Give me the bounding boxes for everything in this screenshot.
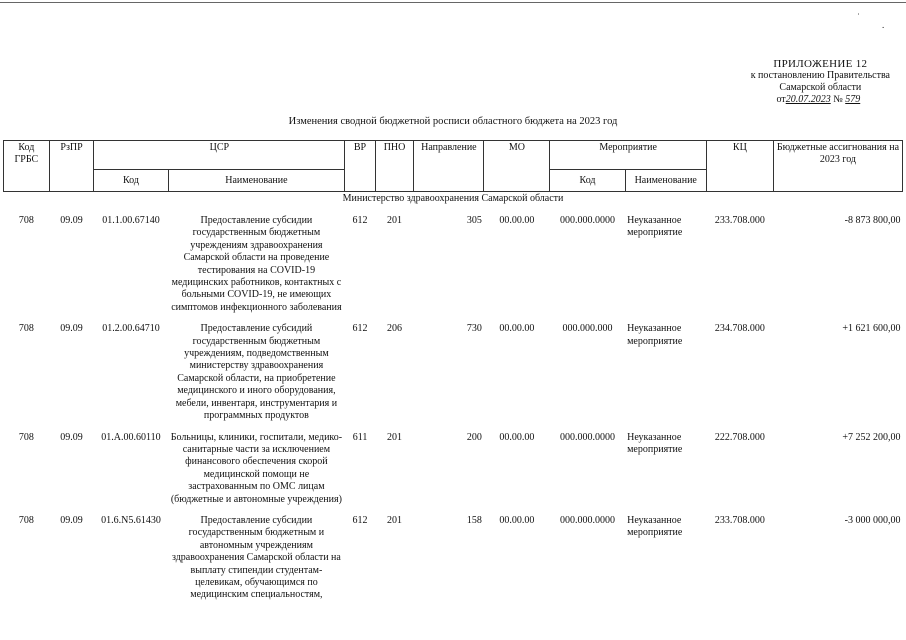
cell-pno: 206 xyxy=(387,323,403,335)
appendix-line-2: к постановлению Правительства xyxy=(750,70,890,81)
cell-kc: 222.708.000 xyxy=(714,431,765,443)
cell-grbs: 708 xyxy=(18,431,34,443)
header-event-code: Код xyxy=(550,170,625,192)
cell-direction: 730 xyxy=(466,323,482,335)
cell-csr-name: Предоставление субсидии государственным бюджетным учреждениям здравоохранения Самарской области на проведение тестирования на COVID-19 медицинских работников, контактных с больными COVID-19, не имеющих симптомов инфекционного заболевания xyxy=(171,215,342,313)
header-kc-spacer xyxy=(706,170,773,192)
cell-event-code: 000.000.0000 xyxy=(560,431,616,443)
cell-direction: 200 xyxy=(466,431,482,443)
header-kc: КЦ xyxy=(706,141,773,170)
appendix-block xyxy=(751,58,890,106)
scan-mark: ˙ xyxy=(857,12,860,22)
cell-csr-name: Больницы, клиники, госпитали, медико-санитарные части за исключением финансового обеспечения скорой медицинской помощи не застрахованным по ОМС лицам (бюджетные и автономные учреждения) xyxy=(170,431,343,505)
cell-mo: 00.00.00 xyxy=(499,514,535,526)
scan-mark: . xyxy=(882,20,885,30)
table-row xyxy=(4,510,903,606)
header-pno: ПНО xyxy=(375,141,414,192)
cell-kc: 233.708.000 xyxy=(714,215,765,226)
cell-pno: 201 xyxy=(387,215,403,226)
section-title: Министерство здравоохранения Самарской области xyxy=(342,193,564,204)
header-allocations-spacer xyxy=(773,170,902,192)
date-prefix: от xyxy=(776,94,786,105)
cell-rzpr: 09.09 xyxy=(60,514,83,526)
cell-event-code: 000.000.000 xyxy=(562,323,613,335)
page-top-edge xyxy=(0,2,906,3)
cell-direction: 158 xyxy=(466,514,482,526)
date-value: 20.07.2023 xyxy=(785,94,831,105)
cell-vr: 611 xyxy=(352,431,368,443)
cell-amount: -3 000 000,00 xyxy=(844,514,901,526)
header-csr-code: Код xyxy=(94,170,168,192)
cell-event-name: Неуказанное мероприятие xyxy=(627,215,683,239)
header-event: Мероприятие xyxy=(550,141,706,170)
appendix-date-line xyxy=(749,94,888,106)
cell-csr-code: 01.6.N5.61430 xyxy=(101,514,161,526)
cell-csr-name: Предоставление субсидии государственным бюджетным и автономным учреждениям здравоохранения Самарской области на выплату стипендии студентам-целевикам, обучающимся по медицинским специальностям, xyxy=(171,514,341,601)
number-value: 579 xyxy=(845,94,861,105)
cell-mo: 00.00.00 xyxy=(499,323,535,335)
cell-amount: -8 873 800,00 xyxy=(844,215,901,226)
header-rzpr: РзПР xyxy=(49,141,94,192)
table-row xyxy=(4,427,903,510)
header-allocations: Бюджетные ассигнования на 2023 год xyxy=(773,141,902,170)
cell-rzpr: 09.09 xyxy=(60,215,83,226)
cell-event-code: 000.000.0000 xyxy=(560,215,616,226)
cell-event-name: Неуказанное мероприятие xyxy=(627,323,683,347)
cell-kc: 233.708.000 xyxy=(714,514,765,526)
cell-csr-code: 01.А.00.60110 xyxy=(101,431,161,443)
cell-grbs: 708 xyxy=(18,215,34,226)
budget-table xyxy=(3,140,903,606)
cell-csr-name: Предоставление субсидий государственным бюджетным учреждениям, подведомственным министерству здравоохранения Самарской области, на приобретение медицинского и иного оборудования, мебели, инвентаря, инструментария и программных продуктов xyxy=(175,323,338,422)
table-row xyxy=(4,318,903,426)
cell-vr: 612 xyxy=(352,514,368,526)
cell-event-name: Неуказанное мероприятие xyxy=(627,431,683,455)
cell-rzpr: 09.09 xyxy=(60,323,83,335)
cell-amount: +7 252 200,00 xyxy=(842,431,901,443)
cell-grbs: 708 xyxy=(18,323,34,335)
cell-rzpr: 09.09 xyxy=(60,431,83,443)
cell-csr-code: 01.1.00.67140 xyxy=(102,215,160,226)
header-direction: Направление xyxy=(414,141,484,192)
cell-vr: 612 xyxy=(352,215,368,226)
cell-grbs: 708 xyxy=(18,514,34,526)
header-grbs: Код ГРБС xyxy=(4,141,50,192)
header-mo: МО xyxy=(484,141,550,192)
appendix-line-3: Самарской области xyxy=(779,82,862,93)
header-csr: ЦСР xyxy=(94,141,345,170)
cell-csr-code: 01.2.00.64710 xyxy=(102,323,160,335)
cell-pno: 201 xyxy=(387,431,403,443)
cell-direction: 305 xyxy=(466,215,482,226)
number-sign: № xyxy=(833,94,843,105)
table-row xyxy=(4,210,903,318)
cell-pno: 201 xyxy=(387,514,403,526)
appendix-title: ПРИЛОЖЕНИЕ 12 xyxy=(773,58,868,70)
document-title: Изменения сводной бюджетной росписи областного бюджета на 2023 год xyxy=(288,116,618,127)
cell-mo: 00.00.00 xyxy=(499,215,535,226)
cell-vr: 612 xyxy=(352,323,368,335)
cell-kc: 234.708.000 xyxy=(714,323,765,335)
header-csr-name: Наименование xyxy=(168,170,345,192)
cell-mo: 00.00.00 xyxy=(499,431,535,443)
cell-amount: +1 621 600,00 xyxy=(842,323,901,335)
header-vr: ВР xyxy=(345,141,375,192)
header-event-name: Наименование xyxy=(625,170,706,192)
cell-event-code: 000.000.0000 xyxy=(560,514,616,526)
cell-event-name: Неуказанное мероприятие xyxy=(627,514,683,539)
